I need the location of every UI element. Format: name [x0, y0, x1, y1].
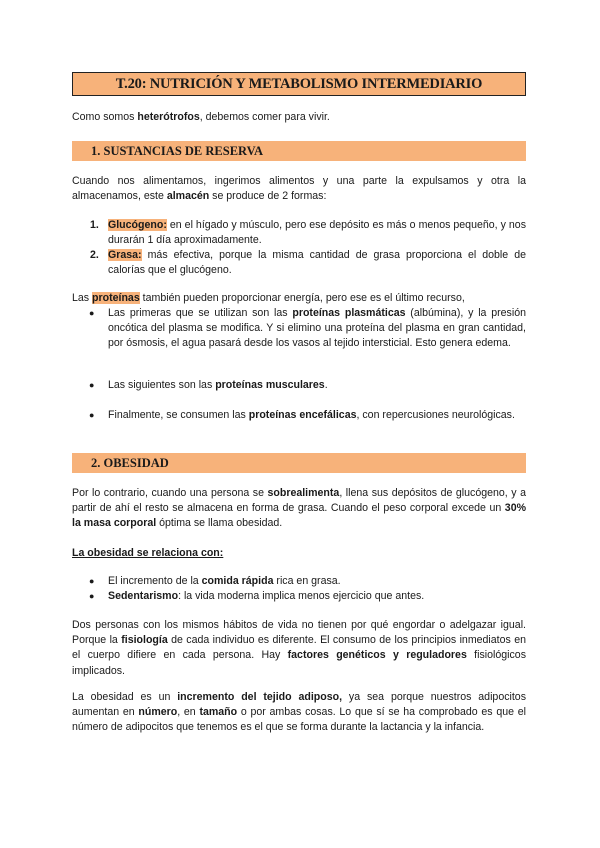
bullet-icon: ● — [89, 410, 95, 420]
document-title: T.20: NUTRICIÓN Y METABOLISMO INTERMEDIARIO — [115, 75, 483, 92]
proteins-paragraph: Las proteínas también pueden proporcionar energía, pero ese es el último recurso, — [72, 292, 465, 304]
section-heading-obesidad: 2. OBESIDAD — [72, 453, 526, 473]
section-heading-reserva: 1. SUSTANCIAS DE RESERVA — [72, 141, 526, 161]
fisiologia-paragraph: Dos personas con los mismos hábitos de vida no tienen por qué engordar o adelgazar igual. Porque la fisiología de cada individuo es diferente. El consumo de los principios inmediatos en el cuerpo difiere en cada persona. Hay factores genéticos y reguladores fisiológicos implicados. — [72, 619, 526, 677]
bullet-icon: ● — [89, 591, 95, 601]
bullet-icon: ● — [89, 308, 95, 318]
obesidad-paragraph: Por lo contrario, cuando una persona se sobrealimenta, llena sus depósitos de glucógeno, y a partir de ahí el resto se almacena en forma de grasa. Cuando el peso corporal excede un 30% la masa corporal óptima se llama obesidad. — [72, 487, 526, 530]
list-number: 1. — [90, 219, 99, 231]
list-item-plasmaticas: Las primeras que se utilizan son las proteínas plasmáticas (albúmina), y la presión oncótica del plasma se modifica. Y si elimino una proteína del plasma en gran cantidad, por ósmosis, el agua pasará desde los vasos al tejido intersticial. Esto genera edema. — [108, 307, 526, 350]
list-item-comida-rapida: El incremento de la comida rápida rica en grasa. — [108, 575, 341, 587]
list-item-glucogeno: Glucógeno: en el hígado y músculo, pero ese depósito es más o menos pequeño, y nos durarán 1 día aproximadamente. — [108, 219, 526, 247]
list-item-grasa: Grasa: más efectiva, porque la misma cantidad de grasa proporciona el doble de calorías que el glucógeno. — [108, 249, 526, 277]
bullet-icon: ● — [89, 576, 95, 586]
document-title-box — [72, 72, 526, 96]
obesidad-subheading: La obesidad se relaciona con: — [72, 547, 224, 559]
list-item-encefalicas: Finalmente, se consumen las proteínas encefálicas, con repercusiones neurológicas. — [108, 409, 515, 421]
reserva-paragraph: Cuando nos alimentamos, ingerimos alimentos y una parte la expulsamos y otra la almacenamos, este almacén se produce de 2 formas: — [72, 175, 526, 203]
tejido-adiposo-paragraph: La obesidad es un incremento del tejido adiposo, ya sea porque nuestros adipocitos aumentan en número, en tamaño o por ambas cosas. Lo que sí se ha comprobado es que el número de adipocitos que tenemos es el que se forma durante la lactancia y la infancia. — [72, 691, 526, 734]
list-number: 2. — [90, 249, 99, 261]
bullet-icon: ● — [89, 380, 95, 390]
list-item-sedentarismo: Sedentarismo: la vida moderna implica menos ejercicio que antes. — [108, 590, 425, 602]
intro-paragraph: Como somos heterótrofos, debemos comer para vivir. — [72, 111, 330, 123]
list-item-musculares: Las siguientes son las proteínas musculares. — [108, 379, 328, 391]
